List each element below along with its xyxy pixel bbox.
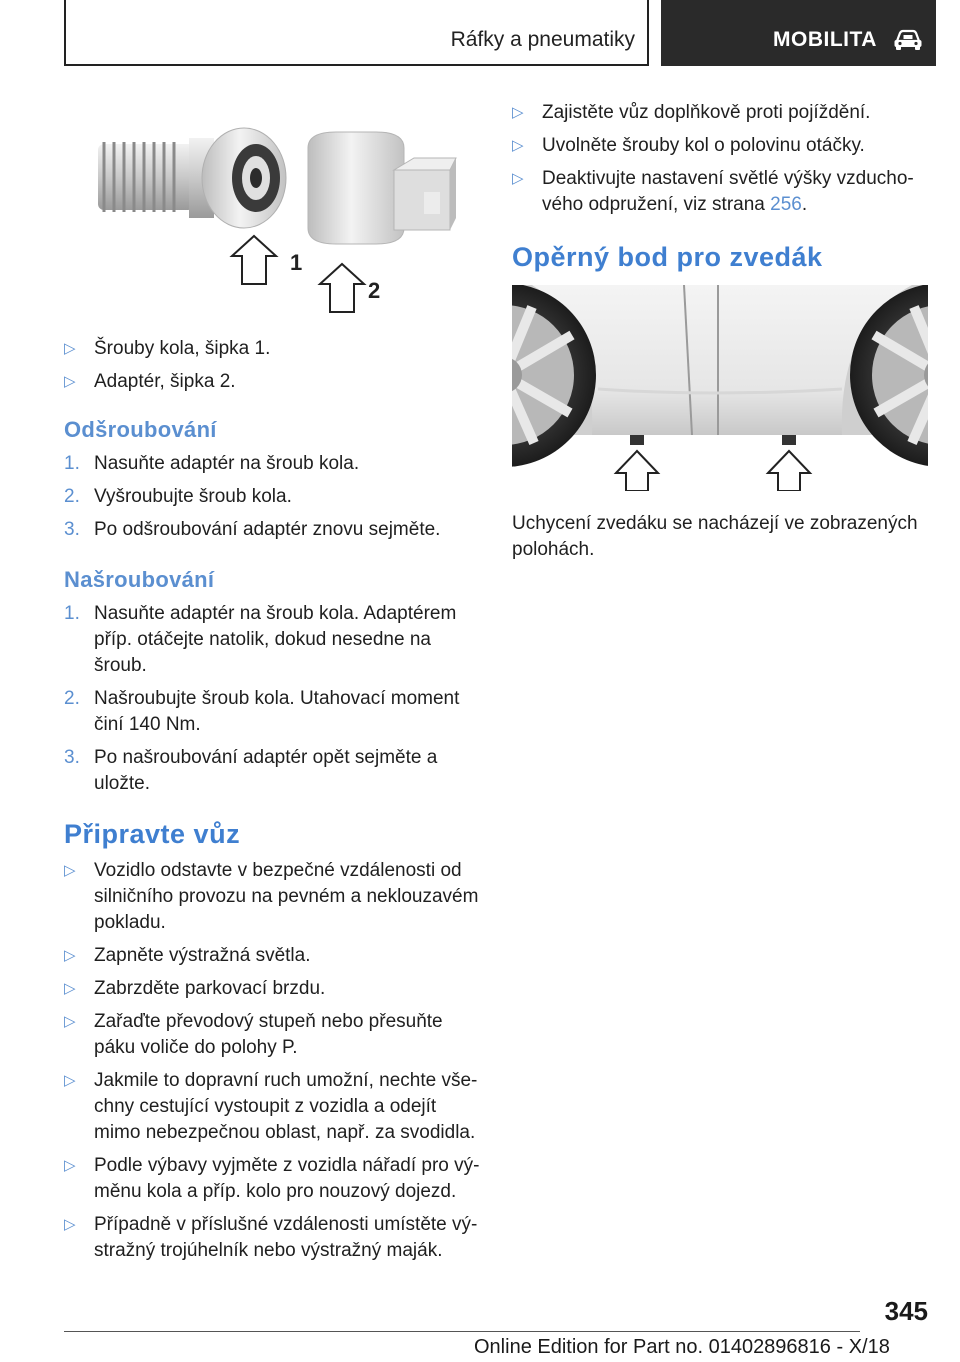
page-header [64,0,936,66]
list-item: ▷ Zabrzděte parkovací brzdu. [64,976,480,1002]
triangle-bullet-icon: ▷ [64,1072,76,1089]
triangle-bullet-icon: ▷ [64,1157,76,1174]
section-tab [661,0,936,66]
list-item: ▷ Případně v příslušné vzdálenosti umístěte výstražný trojúhelník nebo výstražný maják. [64,1214,478,1261]
triangle-bullet-icon: ▷ [512,104,524,121]
list-item: ▷ Podle výbavy vyjměte z vozidla nářadí pro výměnu kola a příp. kolo pro nouzový dojezd. [64,1155,480,1202]
bolt-thread [98,142,194,212]
list-item: ▷ Deaktivujte nastavení světlé výšky vzduchového odpružení, viz strana 256. [512,168,914,215]
unscrew-steps [64,451,480,543]
triangle-bullet-icon: ▷ [64,947,76,964]
heading-jack-point: Opěrný bod pro zvedák [512,242,823,272]
list-item: ▷ Zařaďte převodový stupeň nebo přesuňte páku voliče do polohy P. [64,1011,443,1058]
list-item: ▷ Vozidlo odstavte v bezpečné vzdálenosti od silničního provozu na pevném a neklouzavém pokladu. [64,860,479,933]
arrow-label-1: 1 [290,250,303,275]
triangle-bullet-icon: ▷ [64,862,76,879]
figure-caption: Uchycení zvedáku se nacházejí ve zobrazených polohách. [512,513,918,560]
list-item: ▷ Zapněte výstražná světla. [64,943,480,969]
figure-legend [64,336,480,395]
page-number: 345 [884,1296,928,1326]
heading-prepare: Připravte vůz [64,819,241,849]
page-link[interactable]: 256 [770,194,802,215]
right-column [512,100,928,563]
list-item: 2. Vyšroubujte šroub kola. [64,486,292,507]
section-title: MOBILITA [773,28,877,51]
car-icon [893,29,923,51]
triangle-bullet-icon: ▷ [64,340,76,357]
adapter [308,132,456,244]
heading-screw: Našroubování [64,567,215,592]
list-item: ▷ Uvolněte šrouby kol o polovinu otáčky. [512,133,928,159]
footer-divider [64,1331,860,1332]
prepare-list [64,858,480,1264]
list-item: ▷ Adaptér, šipka 2. [64,369,480,395]
list-item: 3. Po našroubování adaptér opět sejměte a uložte. [64,747,438,794]
triangle-bullet-icon: ▷ [512,170,524,187]
screw-steps [64,601,480,797]
heading-unscrew: Odšroubování [64,417,217,442]
jack-point-figure [512,285,928,491]
edition-note: Online Edition for Part no. 01402896816 - X/18 [474,1336,890,1358]
left-column [64,118,480,1271]
arrow-1 [232,236,302,284]
arrow-label-2: 2 [368,278,381,303]
arrow-2 [320,264,380,312]
list-item: 1. Nasuňte adaptér na šroub kola. Adaptérem příp. otáčejte natolik, dokud nesedne na šroub. [64,603,457,676]
wheel-bolt-figure [64,118,480,318]
triangle-bullet-icon: ▷ [64,980,76,997]
list-item: 3. Po odšroubování adaptér znovu sejměte. [64,519,441,540]
list-item: ▷ Šrouby kola, šipka 1. [64,336,480,362]
chapter-tab [64,0,649,66]
jack-point-rear [782,435,796,445]
list-item: ▷ Jakmile to dopravní ruch umožní, nechte všechny cestující vystoupit z vozidla a odejít mimo nebezpečnou oblast, např. za svodidla. [64,1070,478,1143]
list-item: 2. Našroubujte šroub kola. Utahovací moment činí 140 Nm. [64,688,460,735]
triangle-bullet-icon: ▷ [64,373,76,390]
wheel-bolt-illustration [64,118,480,318]
triangle-bullet-icon: ▷ [512,137,524,154]
list-item: ▷ Zajistěte vůz doplňkově proti pojíždění. [512,100,928,126]
triangle-bullet-icon: ▷ [64,1216,76,1233]
safety-list [512,100,928,218]
list-item: 1. Nasuňte adaptér na šroub kola. [64,453,360,474]
car-side-illustration [512,285,928,491]
jack-point-front [630,435,644,445]
triangle-bullet-icon: ▷ [64,1013,76,1030]
chapter-title: Ráfky a pneumatiky [450,28,635,51]
